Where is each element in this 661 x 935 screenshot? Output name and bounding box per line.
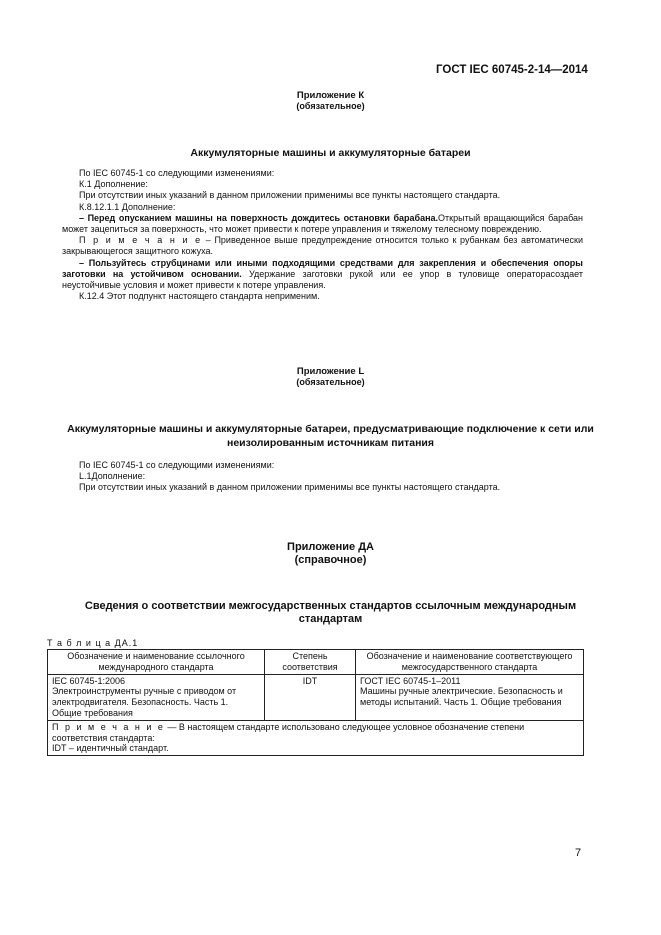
cell-gost-standard	[356, 674, 584, 720]
intl-code: IEC 60745-1:2006	[52, 675, 126, 686]
annex-da-title: Приложение ДА	[287, 541, 374, 553]
table-label: Т а б л и ц а ДА.1	[47, 638, 139, 648]
intl-name: Электроинструменты ручные с приводом от электродвигателя. Безопасность. Часть 1. Общие требования	[52, 686, 237, 718]
annex-da-heading-1: Сведения о соответствии межгосударственных стандартов ссылочным международным	[84, 600, 577, 612]
gost-code: ГОСТ IEC 60745-1–2011	[360, 675, 461, 686]
annex-k-status: (обязательное)	[296, 101, 365, 111]
annex-k-body	[62, 168, 583, 302]
annex-l-heading-1: Аккумуляторные машины и аккумуляторные батареи, предусматривающие подключение к сети или	[67, 423, 594, 435]
annex-k-heading: Аккумуляторные машины и аккумуляторные батареи	[190, 147, 471, 159]
clause-k8: К.8.12.1.1 Дополнение:	[79, 201, 176, 212]
page-number: 7	[575, 847, 582, 859]
clause-l1-text: При отсутствии иных указаний в данном приложении применимы все пункты настоящего стандарта.	[79, 482, 501, 493]
clause-k1-text: При отсутствии иных указаний в данном приложении применимы все пункты настоящего стандарта.	[79, 190, 501, 201]
warning-1-bold: – Перед опусканием машины на поверхность дождитесь остановки барабана.	[79, 212, 439, 223]
annex-l-body	[62, 460, 583, 494]
warning-2	[62, 258, 583, 292]
table-note-text	[52, 722, 579, 744]
gost-name: Машины ручные электрические. Безопасность и методы испытаний. Часть 1. Общие требования	[360, 686, 563, 708]
table-note-label: П р и м е ч а н и е	[52, 721, 165, 732]
annex-da-heading-2: стандартам	[298, 613, 363, 625]
standard-designation: ГОСТ IEC 60745-2-14—2014	[436, 64, 588, 76]
annex-l-title: Приложение L	[296, 366, 365, 377]
warning-2-bold: – Пользуйтесь струбцинами или иными подходящими средствами для закрепления и обеспечения опоры заготовки на устойчивом основании.	[62, 257, 583, 279]
annex-k-title: Приложение К	[296, 90, 365, 101]
table-note-body: — В настоящем стандарте использовано следующее условное обозначение степени соответствия стандарта:	[52, 721, 525, 743]
table-note	[48, 720, 584, 755]
annex-da-status: (справочное)	[294, 554, 367, 566]
conformity-table	[47, 649, 584, 756]
note-k-text: – Приведенное выше предупреждение относится только к рубанкам без автоматически закрывающегося защитного кожуха.	[62, 235, 583, 257]
warning-1-text: Открытый вращающийся барабан может зацепиться за поверхность, что может привести к потере управления и тяжелому телесному повреждению.	[62, 212, 584, 235]
header-cell: Степень соответствия	[265, 650, 356, 675]
table-note-row	[48, 720, 584, 755]
note-k-label: П р и м е ч а н и е	[79, 235, 203, 246]
annex-l-heading-2: неизолированным источникам питания	[226, 437, 435, 449]
warning-2-text: Удержание заготовки рукой или ее упор в туловище операторасоздает неустойчивые условия и может привести к потере управления.	[62, 268, 583, 291]
annex-l-status: (обязательное)	[296, 377, 365, 387]
header-cell: Обозначение и наименование ссылочного международного стандарта	[48, 650, 265, 675]
cell-degree: IDT	[265, 674, 356, 720]
clause-k12: К.12.4 Этот подпункт настоящего стандарта неприменим.	[79, 291, 320, 302]
annex-k-intro: По IEC 60745-1 со следующими изменениями:	[79, 168, 275, 178]
annex-l-intro: По IEC 60745-1 со следующими изменениями:	[79, 460, 275, 470]
clause-k1: К.1 Дополнение:	[79, 179, 148, 190]
table-note-idt: IDT – идентичный стандарт.	[52, 743, 169, 754]
table-header-row	[48, 650, 584, 675]
table-row	[48, 674, 584, 720]
clause-l1: L.1Дополнение:	[79, 471, 146, 482]
warning-1	[62, 213, 583, 235]
cell-intl-standard	[48, 674, 265, 720]
header-cell: Обозначение и наименование соответствующего межгосударственного стандарта	[356, 650, 584, 675]
note-k	[62, 235, 583, 257]
